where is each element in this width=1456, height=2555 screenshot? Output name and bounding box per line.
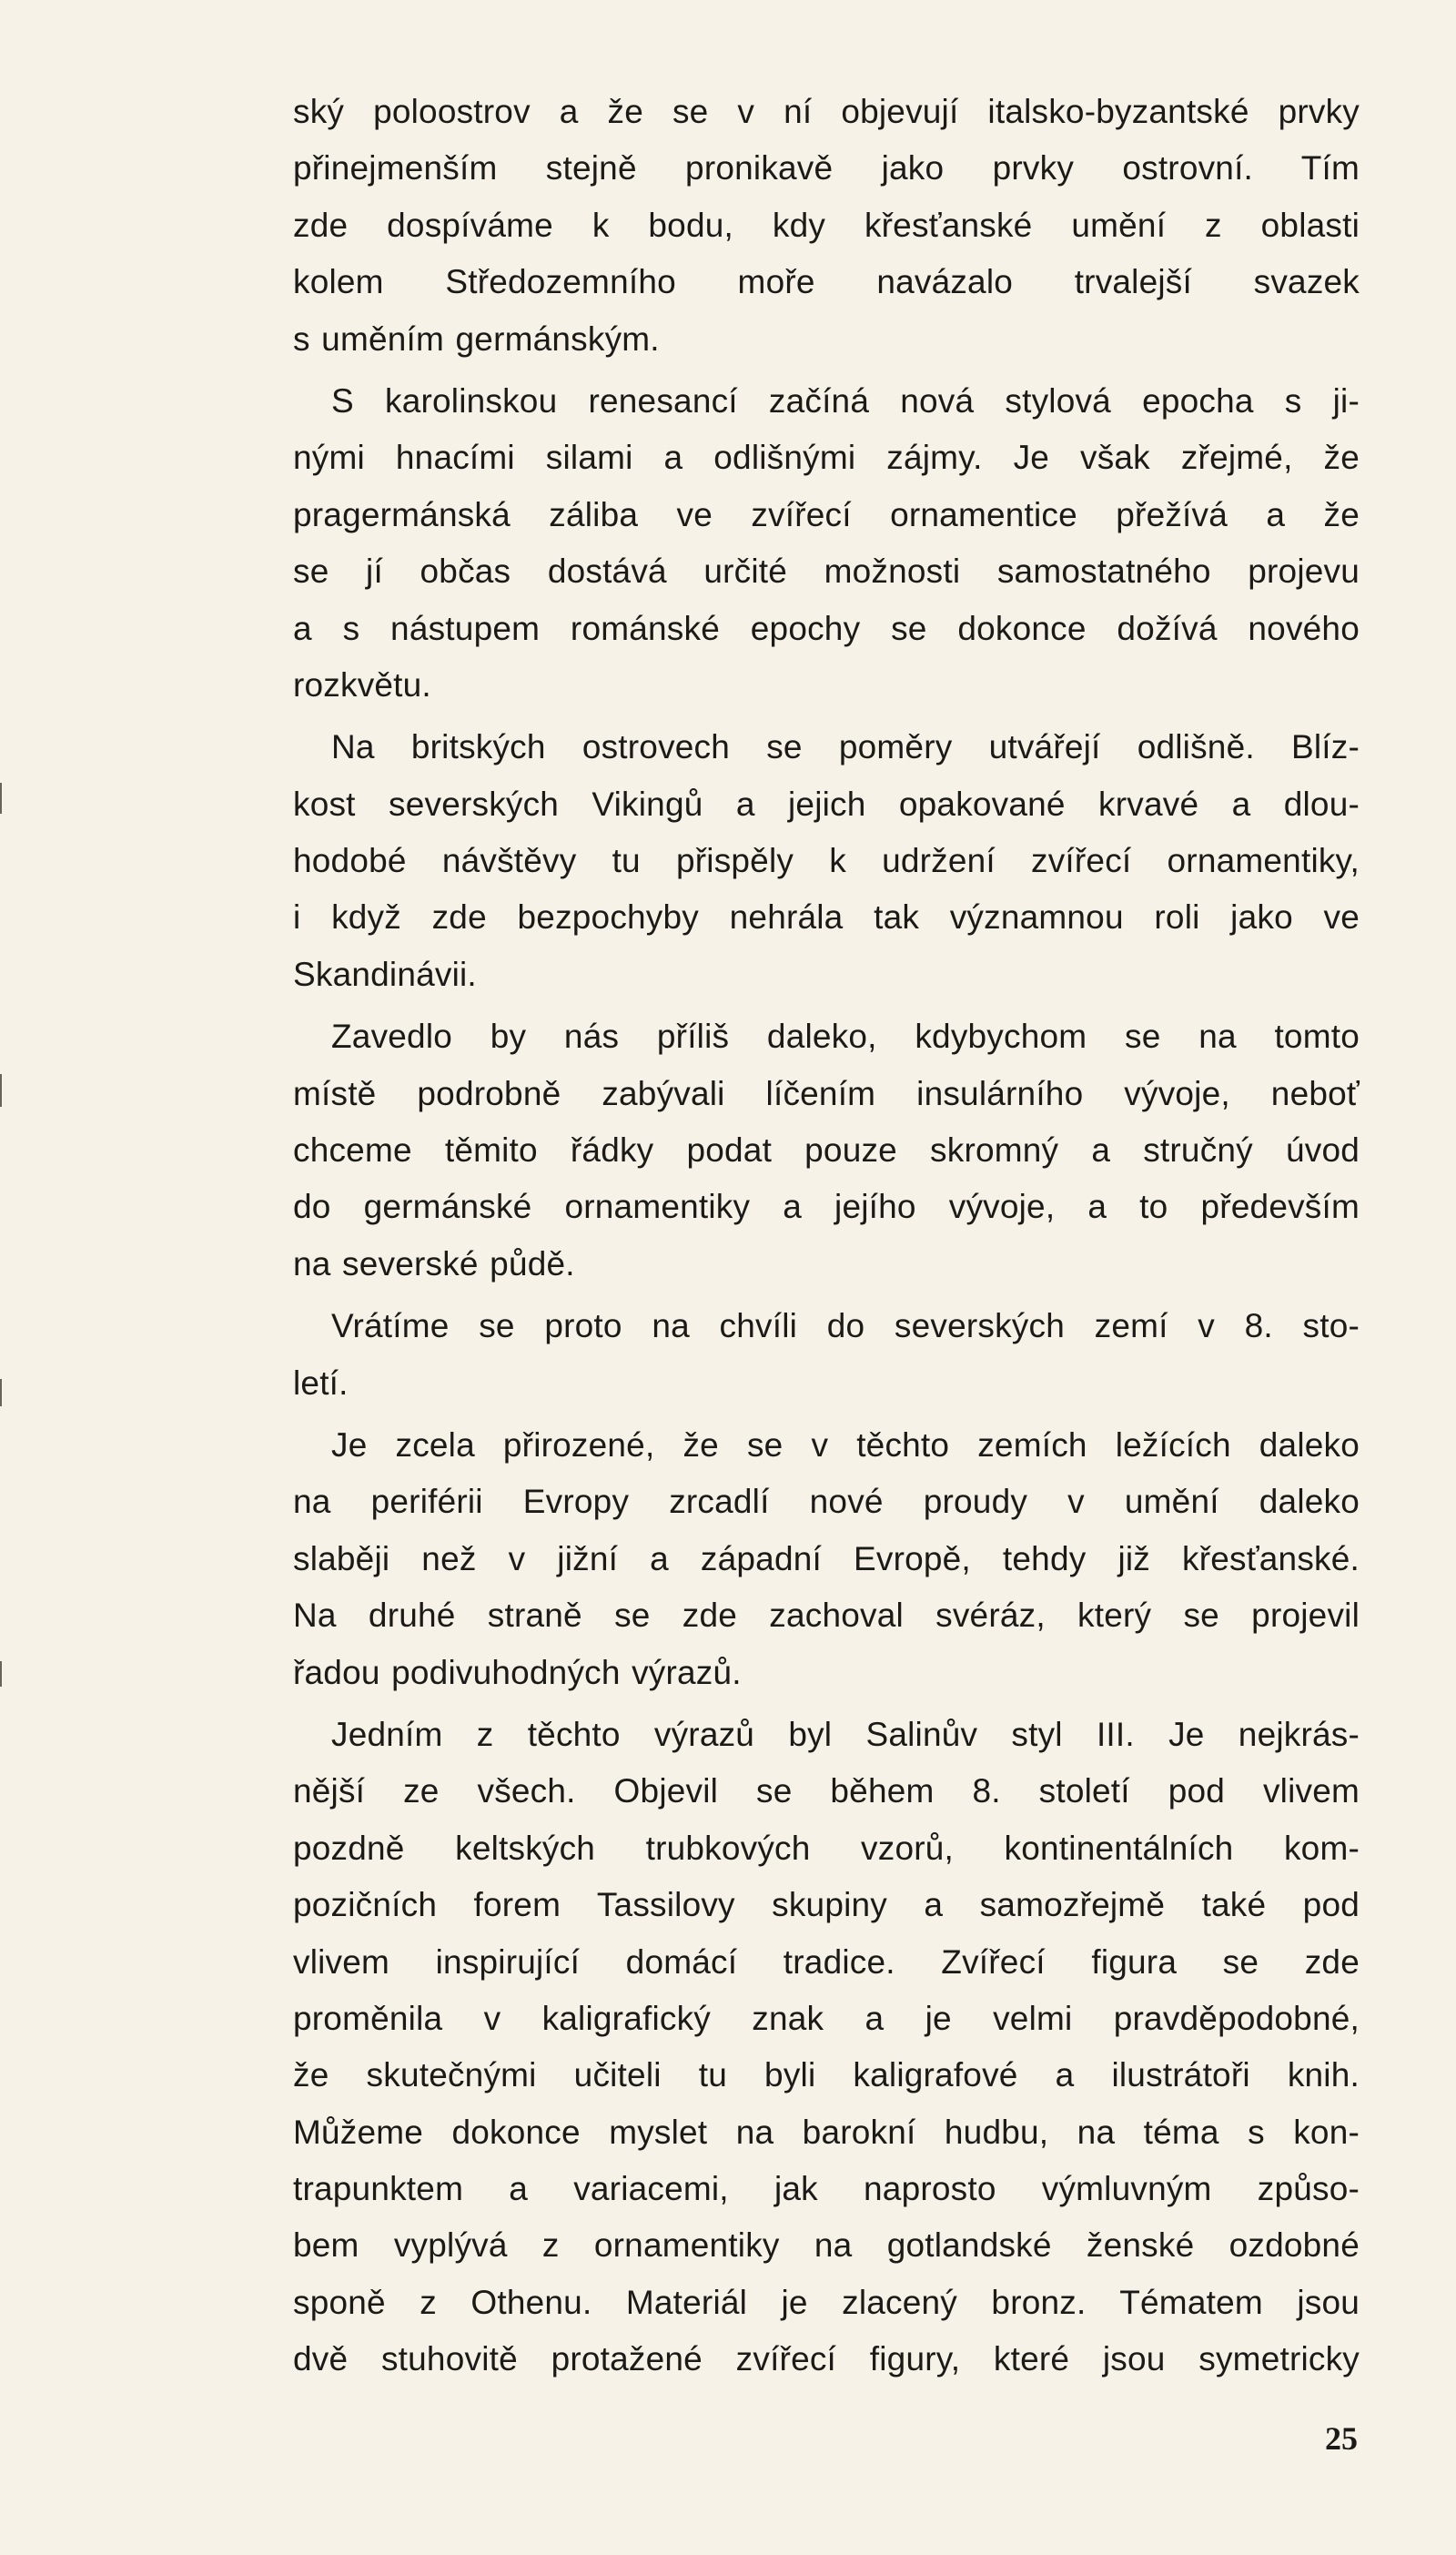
text-line: nější ze všech. Objevil se během 8. století pod vlivem — [293, 1772, 1360, 1810]
paragraph — [293, 1298, 1360, 1412]
text-line: hodobé návštěvy tu přispěly k udržení zvířecí ornamentiky, — [293, 842, 1360, 880]
paragraph — [293, 1417, 1360, 1701]
text-line: na severské půdě. — [293, 1244, 575, 1283]
text-line: pragermánská záliba ve zvířecí ornamentice přežívá a že — [293, 495, 1360, 533]
text-line: na periférii Evropy zrcadlí nové proudy v umění daleko — [293, 1483, 1360, 1521]
text-line: S karolinskou renesancí začíná nová stylová epocha s ji- — [331, 381, 1360, 420]
text-line: zde dospíváme k bodu, kdy křesťanské umění z oblasti — [293, 206, 1360, 244]
text-line: s uměním germánským. — [293, 319, 660, 358]
text-line: a s nástupem románské epochy se dokonce dožívá nového — [293, 609, 1360, 647]
text-line: Jedním z těchto výrazů byl Salinův styl III. Je nejkrás- — [331, 1715, 1360, 1753]
paragraph — [293, 1009, 1360, 1293]
text-line: nými hnacími silami a odlišnými zájmy. Je však zřejmé, že — [293, 439, 1360, 477]
text-line: se jí občas dostává určité možnosti samostatného projevu — [293, 553, 1360, 591]
text-line: do germánské ornamentiky a jejího vývoje, a to především — [293, 1188, 1360, 1226]
text-line: Skandinávii. — [293, 955, 477, 993]
text-line: řadou podivuhodných výrazů. — [293, 1653, 742, 1691]
left-edge-mark — [0, 1379, 2, 1406]
body-text — [293, 84, 1360, 2394]
paragraph — [293, 84, 1360, 368]
left-edge-mark — [0, 783, 2, 814]
left-edge-mark — [0, 1661, 2, 1687]
paragraph — [293, 719, 1360, 1003]
text-line: Je zcela přirozené, že se v těchto zemích ležících daleko — [331, 1425, 1360, 1464]
text-line: pozdně keltských trubkových vzorů, kontinentálních kom- — [293, 1829, 1360, 1867]
paragraph — [293, 1707, 1360, 2388]
text-line: místě podrobně zabývali líčením insulárního vývoje, neboť — [293, 1074, 1360, 1112]
text-line: Zavedlo by nás příliš daleko, kdybychom se na tomto — [331, 1018, 1360, 1056]
paragraph — [293, 373, 1360, 714]
text-line: Na britských ostrovech se poměry utvářejí odlišně. Blíz- — [331, 728, 1360, 766]
text-line: bem vyplývá z ornamentiky na gotlandské ženské ozdobné — [293, 2226, 1360, 2265]
text-line: i když zde bezpochyby nehrála tak významnou roli jako ve — [293, 898, 1360, 937]
text-line: přinejmenším stejně pronikavě jako prvky ostrovní. Tím — [293, 149, 1360, 188]
text-line: sponě z Othenu. Materiál je zlacený bronz. Tématem jsou — [293, 2283, 1360, 2321]
text-line: kost severských Vikingů a jejich opakované krvavé a dlou- — [293, 785, 1360, 823]
text-line: chceme těmito řádky podat pouze skromný a stručný úvod — [293, 1131, 1360, 1170]
text-line: rozkvětu. — [293, 665, 431, 704]
left-edge-mark — [0, 1074, 2, 1107]
page-number: 25 — [1325, 2420, 1358, 2457]
text-line: pozičních forem Tassilovy skupiny a samozřejmě také pod — [293, 1886, 1360, 1924]
text-line: Vrátíme se proto na chvíli do severských zemí v 8. sto- — [331, 1307, 1360, 1345]
text-line: vlivem inspirující domácí tradice. Zvířecí figura se zde — [293, 1942, 1360, 1981]
text-line: slaběji než v jižní a západní Evropě, tehdy již křesťanské. — [293, 1539, 1360, 1577]
text-line: proměnila v kaligrafický znak a je velmi pravděpodobné, — [293, 1999, 1360, 2037]
text-line: že skutečnými učiteli tu byli kaligrafové a ilustrátoři knih. — [293, 2056, 1360, 2094]
text-line: ský poloostrov a že se v ní objevují italsko-byzantské prvky — [293, 93, 1360, 130]
text-line: letí. — [293, 1364, 349, 1402]
text-line: Na druhé straně se zde zachoval svéráz, který se projevil — [293, 1597, 1360, 1635]
text-line: dvě stuhovitě protažené zvířecí figury, které jsou symetricky — [293, 2340, 1360, 2378]
text-line: kolem Středozemního moře navázalo trvalejší svazek — [293, 263, 1360, 301]
text-line: Můžeme dokonce myslet na barokní hudbu, na téma s kon- — [293, 2113, 1360, 2151]
text-line: trapunktem a variacemi, jak naprosto výmluvným způso- — [293, 2170, 1360, 2208]
